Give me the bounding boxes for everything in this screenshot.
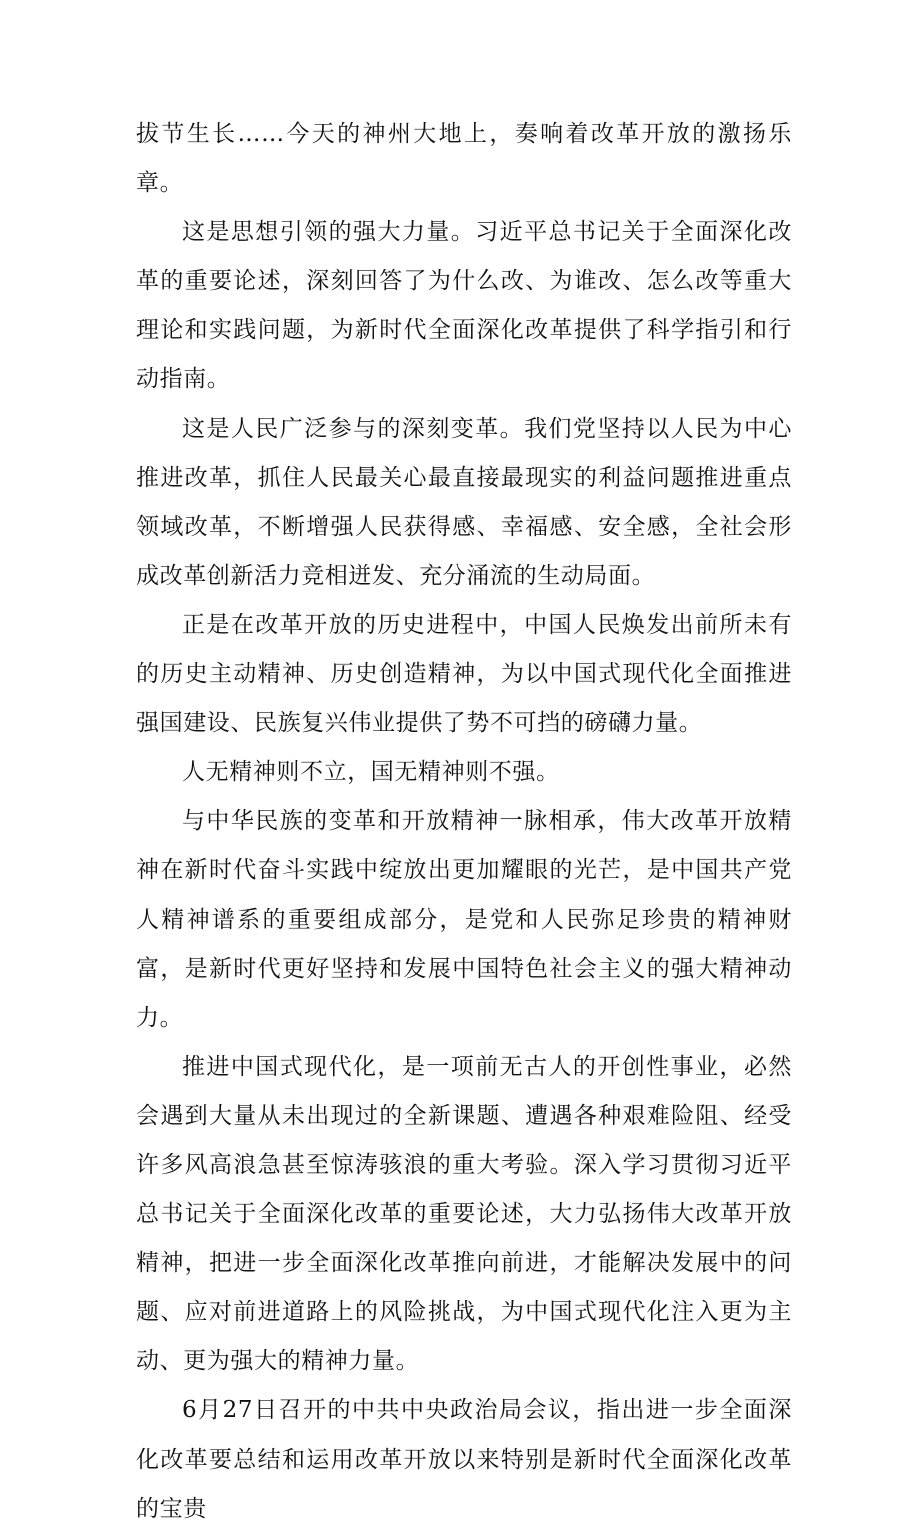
- article-body: [136, 110, 792, 1534]
- paragraph: 与中华民族的变革和开放精神一脉相承，伟大改革开放精神在新时代奋斗实践中绽放出更加耀眼的光芒，是中国共产党人精神谱系的重要组成部分，是党和人民弥足珍贵的精神财富，是新时代更好坚持和发展中国特色社会主义的强大精神动力。: [136, 808, 792, 1031]
- paragraph: 正是在改革开放的历史进程中，中国人民焕发出前所未有的历史主动精神、历史创造精神，为以中国式现代化全面推进强国建设、民族复兴伟业提供了势不可挡的磅礴力量。: [136, 611, 792, 737]
- paragraph: 人无精神则不立，国无精神则不强。: [182, 759, 560, 786]
- paragraph-continuation: 拔节生长……今天的神州大地上，奏响着改革开放的激扬乐章。: [136, 121, 792, 197]
- paragraph: 推进中国式现代化，是一项前无古人的开创性事业，必然会遇到大量从未出现过的全新课题、遭遇各种艰难险阻、经受许多风高浪急甚至惊涛骇浪的重大考验。深入学习贯彻习近平总书记关于全面深化改革的重要论述，大力弘扬伟大改革开放精神，把进一步全面深化改革推向前进，才能解决发展中的问题、应对前进道路上的风险挑战，为中国式现代化注入更为主动、更为强大的精神力量。: [136, 1053, 792, 1375]
- paragraph: 这是人民广泛参与的深刻变革。我们党坚持以人民为中心推进改革，抓住人民最关心最直接最现实的利益问题推进重点领域改革，不断增强人民获得感、幸福感、安全感，全社会形成改革创新活力竞相迸发、充分涌流的生动局面。: [136, 415, 792, 589]
- paragraph: 这是思想引领的强大力量。习近平总书记关于全面深化改革的重要论述，深刻回答了为什么改、为谁改、怎么改等重大理论和实践问题，为新时代全面深化改革提供了科学指引和行动指南。: [136, 219, 792, 393]
- paragraph: 6月27日召开的中共中央政治局会议，指出进一步全面深化改革要总结和运用改革开放以来特别是新时代全面深化改革的宝贵: [136, 1397, 792, 1522]
